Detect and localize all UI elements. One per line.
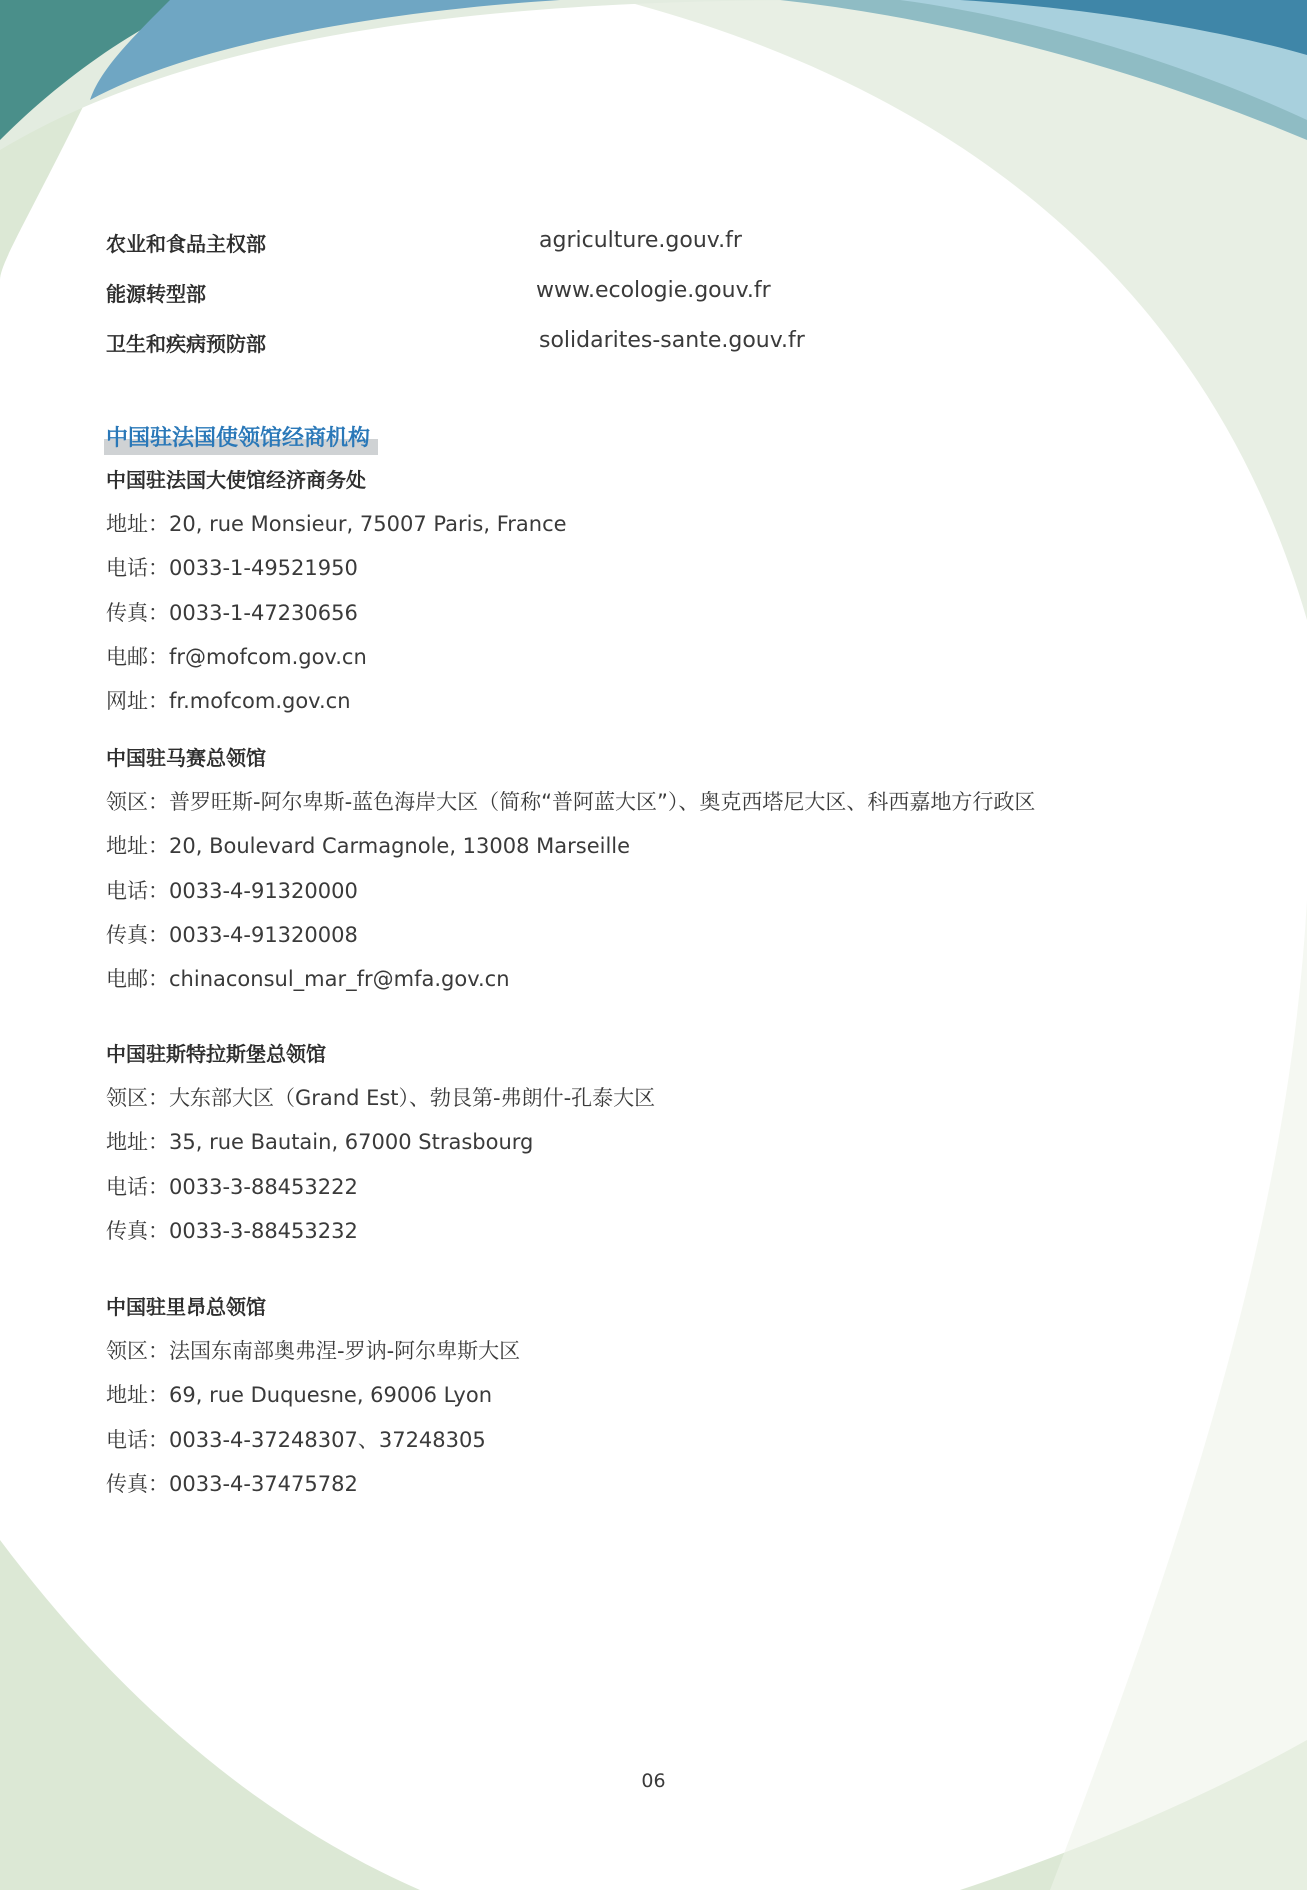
ministry-row bbox=[106, 228, 906, 268]
office-fax: 传真：0033-3-88453232 bbox=[106, 1218, 358, 1243]
office-name: 中国驻马赛总领馆 bbox=[106, 746, 266, 770]
office-block bbox=[106, 466, 1256, 731]
office-address: 地址：69, rue Duquesne, 69006 Lyon bbox=[106, 1383, 493, 1408]
office-jurisdiction: 领区：大东部大区（Grand Est）、勃艮第-弗朗什-孔泰大区 bbox=[106, 1086, 656, 1110]
office-jurisdiction: 领区：法国东南部奥弗涅-罗讷-阿尔卑斯大区 bbox=[106, 1339, 521, 1363]
section-heading: 中国驻法国使领馆经商机构 bbox=[104, 419, 378, 455]
ministry-name: 农业和食品主权部 bbox=[106, 232, 266, 256]
office-fax: 传真：0033-4-37475782 bbox=[106, 1471, 358, 1496]
page-number: 06 bbox=[641, 1770, 666, 1792]
ministry-row bbox=[106, 328, 906, 368]
office-phone: 电话：0033-4-37248307、37248305 bbox=[106, 1427, 486, 1452]
office-email[interactable]: 电邮：fr@mofcom.gov.cn bbox=[106, 644, 367, 669]
office-phone: 电话：0033-3-88453222 bbox=[106, 1174, 358, 1199]
office-website[interactable]: 网址：fr.mofcom.gov.cn bbox=[106, 689, 351, 714]
ministry-url[interactable]: www.ecologie.gouv.fr bbox=[536, 278, 771, 303]
office-address: 地址：20, rue Monsieur, 75007 Paris, France bbox=[106, 512, 567, 536]
ministry-url[interactable]: solidarites-sante.gouv.fr bbox=[539, 328, 805, 353]
office-address: 地址：35, rue Bautain, 67000 Strasbourg bbox=[106, 1130, 534, 1155]
office-email[interactable]: 电邮：chinaconsul_mar_fr@mfa.gov.cn bbox=[106, 967, 510, 992]
office-address: 地址：20, Boulevard Carmagnole, 13008 Marseille bbox=[106, 834, 631, 859]
office-block bbox=[106, 1040, 1256, 1261]
office-block bbox=[106, 1293, 1256, 1514]
ministry-name: 卫生和疾病预防部 bbox=[106, 332, 266, 356]
ministry-url[interactable]: agriculture.gouv.fr bbox=[539, 228, 742, 253]
office-name: 中国驻法国大使馆经济商务处 bbox=[106, 468, 366, 492]
ministry-name: 能源转型部 bbox=[106, 282, 206, 306]
office-name: 中国驻斯特拉斯堡总领馆 bbox=[106, 1042, 326, 1066]
office-jurisdiction: 领区：普罗旺斯-阿尔卑斯-蓝色海岸大区（简称“普阿蓝大区”）、奥克西塔尼大区、科西嘉地方行政区 bbox=[106, 790, 1036, 814]
office-block bbox=[106, 744, 1256, 1009]
office-fax: 传真：0033-1-47230656 bbox=[106, 600, 358, 625]
office-phone: 电话：0033-4-91320000 bbox=[106, 878, 358, 903]
office-name: 中国驻里昂总领馆 bbox=[106, 1295, 266, 1319]
office-fax: 传真：0033-4-91320008 bbox=[106, 922, 358, 947]
ministry-row bbox=[106, 278, 906, 318]
office-phone: 电话：0033-1-49521950 bbox=[106, 556, 358, 581]
